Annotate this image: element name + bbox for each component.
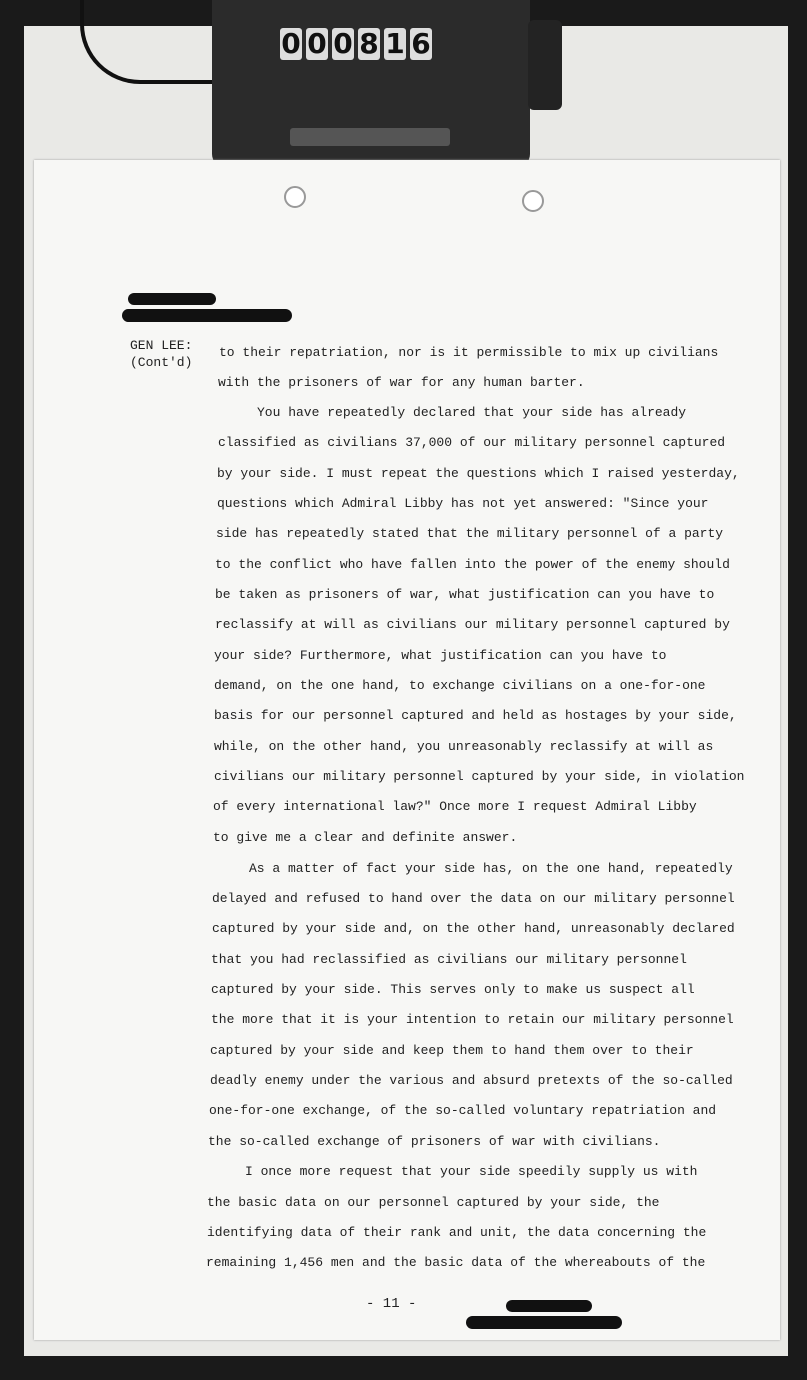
text-line: to their repatriation, nor is it permissible to mix up civilians [219,345,719,360]
text-line: while, on the other hand, you unreasonably reclassify at will as [214,739,714,754]
text-line: with the prisoners of war for any human barter. [218,375,585,390]
counter-digit: 8 [359,27,379,60]
counter-digit: 0 [333,27,353,60]
text-line: deadly enemy under the various and absurd pretexts of the so-called [210,1073,733,1088]
text-line: to give me a clear and definite answer. [213,830,518,845]
punch-hole [284,186,306,208]
counter-label-plate [290,128,450,146]
text-line: demand, on the one hand, to exchange civilians on a one-for-one [214,678,706,693]
text-line: of every international law?" Once more I request Admiral Libby [213,799,697,814]
counter-knob [528,20,562,110]
text-line: the so-called exchange of prisoners of war with civilians. [208,1134,661,1149]
text-line: You have repeatedly declared that your side has already [257,405,687,420]
text-line: to the conflict who have fallen into the power of the enemy should [215,557,730,572]
redaction-mark [466,1316,622,1329]
punch-hole [522,190,544,212]
text-line: side has repeatedly stated that the military personnel of a party [216,526,724,541]
text-line: the basic data on our personnel captured by your side, the [207,1195,660,1210]
redaction-mark [122,309,292,322]
counter-digit: 0 [307,27,327,60]
text-line: be taken as prisoners of war, what justification can you have to [215,587,715,602]
text-line: classified as civilians 37,000 of our military personnel captured [218,435,726,450]
frame-counter-digits [280,28,432,62]
redaction-mark [506,1300,592,1312]
speaker-label [130,337,210,371]
text-line: identifying data of their rank and unit, the data concerning the [207,1225,707,1240]
text-line: one-for-one exchange, of the so-called voluntary repatriation and [209,1103,717,1118]
text-line: your side? Furthermore, what justification can you have to [214,648,667,663]
text-line: questions which Admiral Libby has not yet answered: "Since your [217,496,709,511]
speaker-continued: (Cont'd) [130,355,193,370]
text-line: captured by your side and, on the other hand, unreasonably declared [212,921,735,936]
text-line: reclassify at will as civilians our military personnel captured by [215,617,730,632]
counter-digit: 6 [411,27,431,60]
text-line: captured by your side and keep them to hand them over to their [210,1043,694,1058]
text-line: As a matter of fact your side has, on the one hand, repeatedly [249,861,733,876]
text-line: basis for our personnel captured and held as hostages by your side, [214,708,737,723]
redaction-mark [128,293,216,305]
text-line: I once more request that your side speedily supply us with [245,1164,698,1179]
text-line: delayed and refused to hand over the data on our military personnel [212,891,735,906]
text-line: remaining 1,456 men and the basic data of the whereabouts of the [206,1255,706,1270]
text-line: civilians our military personnel captured by your side, in violation [214,769,745,784]
speaker-name: GEN LEE: [130,338,193,353]
page-number: - 11 - [366,1296,417,1312]
text-line: captured by your side. This serves only to make us suspect all [211,982,695,997]
counter-digit: 0 [281,27,301,60]
text-line: by your side. I must repeat the questions which I raised yesterday, [217,466,740,481]
text-line: that you had reclassified as civilians our military personnel [211,952,687,967]
text-line: the more that it is your intention to retain our military personnel [211,1012,734,1027]
counter-digit: 1 [385,27,405,60]
